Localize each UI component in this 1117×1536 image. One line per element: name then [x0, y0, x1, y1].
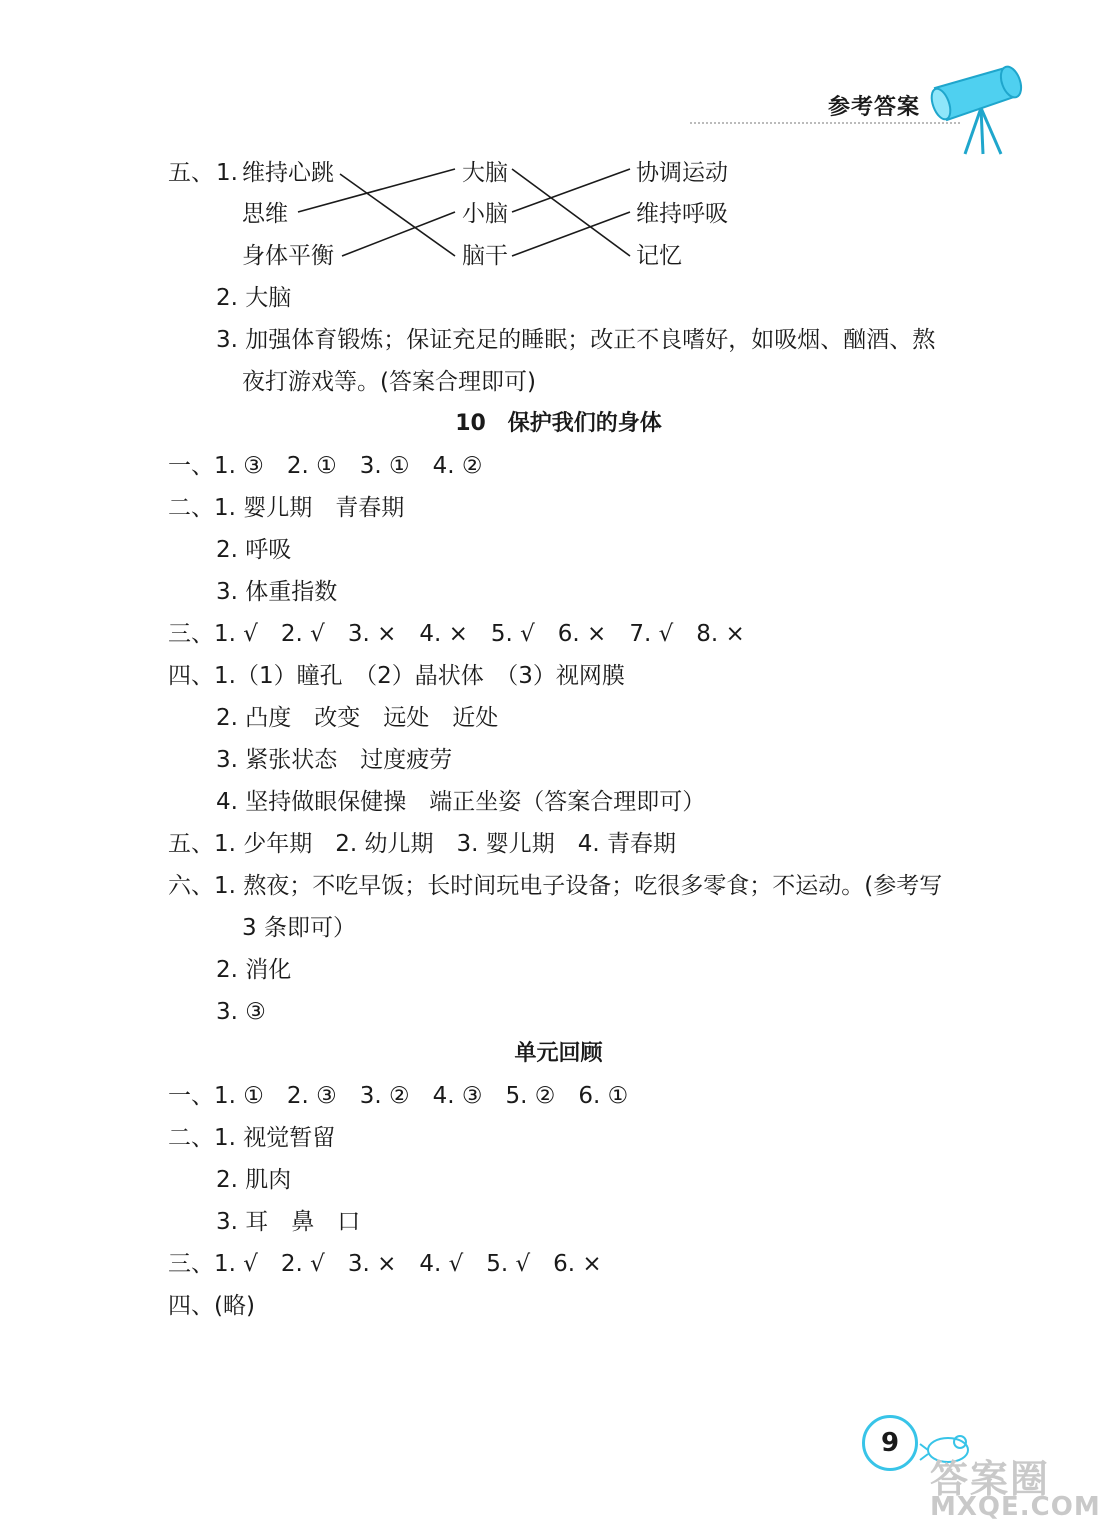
answer-line: 3. ③: [216, 999, 266, 1025]
answer-line: 一、1. ① 2. ③ 3. ② 4. ③ 5. ② 6. ①: [168, 1083, 629, 1109]
match-middle-item: 大脑: [462, 160, 508, 186]
match-middle-item: 脑干: [462, 243, 508, 269]
match-num: 1.: [216, 160, 238, 186]
match-left-item: 思维: [242, 201, 288, 227]
answer-line: 2. 呼吸: [216, 537, 292, 563]
header-title: 参考答案: [828, 95, 921, 120]
section-heading: 单元回顾: [514, 1041, 603, 1066]
answer-line: 2. 大脑: [216, 285, 292, 311]
match-line: [512, 169, 630, 212]
answer-line: 3. 体重指数: [216, 579, 338, 605]
match-left-item: 维持心跳: [242, 160, 334, 186]
answer-line: 3 条即可）: [242, 915, 356, 941]
match-lines: [0, 0, 1117, 300]
match-line: [512, 212, 630, 256]
answer-line: 三、1. √ 2. √ 3. × 4. × 5. √ 6. × 7. √ 8. ×: [168, 621, 745, 647]
match-right-item: 维持呼吸: [636, 201, 728, 227]
answer-line: 二、1. 婴儿期 青春期: [168, 495, 405, 521]
answer-line: 三、1. √ 2. √ 3. × 4. √ 5. √ 6. ×: [168, 1251, 602, 1277]
watermark-logo: 答案圈: [930, 1457, 1051, 1501]
match-left-item: 身体平衡: [242, 243, 334, 269]
page-number: 9: [862, 1415, 918, 1471]
match-line: [340, 174, 455, 256]
match-middle-item: 小脑: [462, 201, 508, 227]
answer-line: 六、1. 熬夜；不吃早饭；长时间玩电子设备；吃很多零食；不运动。(参考写: [168, 873, 943, 899]
match-line: [342, 212, 455, 256]
answer-line: 一、1. ③ 2. ① 3. ① 4. ②: [168, 453, 483, 479]
answer-line: 3. 耳 鼻 口: [216, 1209, 361, 1235]
answer-line: 3. 加强体育锻炼；保证充足的睡眠；改正不良嗜好，如吸烟、酗酒、熬: [216, 327, 936, 353]
answer-line: 2. 凸度 改变 远处 近处: [216, 705, 499, 731]
answer-line: 2. 肌肉: [216, 1167, 292, 1193]
answer-line: 3. 紧张状态 过度疲劳: [216, 747, 453, 773]
answer-line: 4. 坚持做眼保健操 端正坐姿（答案合理即可）: [216, 789, 706, 815]
answer-line: 夜打游戏等。(答案合理即可): [242, 369, 536, 395]
match-line: [512, 169, 630, 256]
match-right-item: 记忆: [636, 243, 682, 269]
answer-line: 四、1.（1）瞳孔 （2）晶状体 （3）视网膜: [168, 663, 625, 689]
answer-line: 2. 消化: [216, 957, 292, 983]
answer-line: 四、(略): [168, 1293, 255, 1319]
answer-line: 五、1. 少年期 2. 幼儿期 3. 婴儿期 4. 青春期: [168, 831, 677, 857]
answer-line: 二、1. 视觉暂留: [168, 1125, 336, 1151]
section-heading: 10 保护我们的身体: [455, 411, 662, 436]
match-right-item: 协调运动: [636, 160, 728, 186]
match-section: 五、: [168, 160, 214, 186]
watermark-url: MXQE.COM: [930, 1492, 1101, 1522]
match-line: [298, 169, 455, 212]
